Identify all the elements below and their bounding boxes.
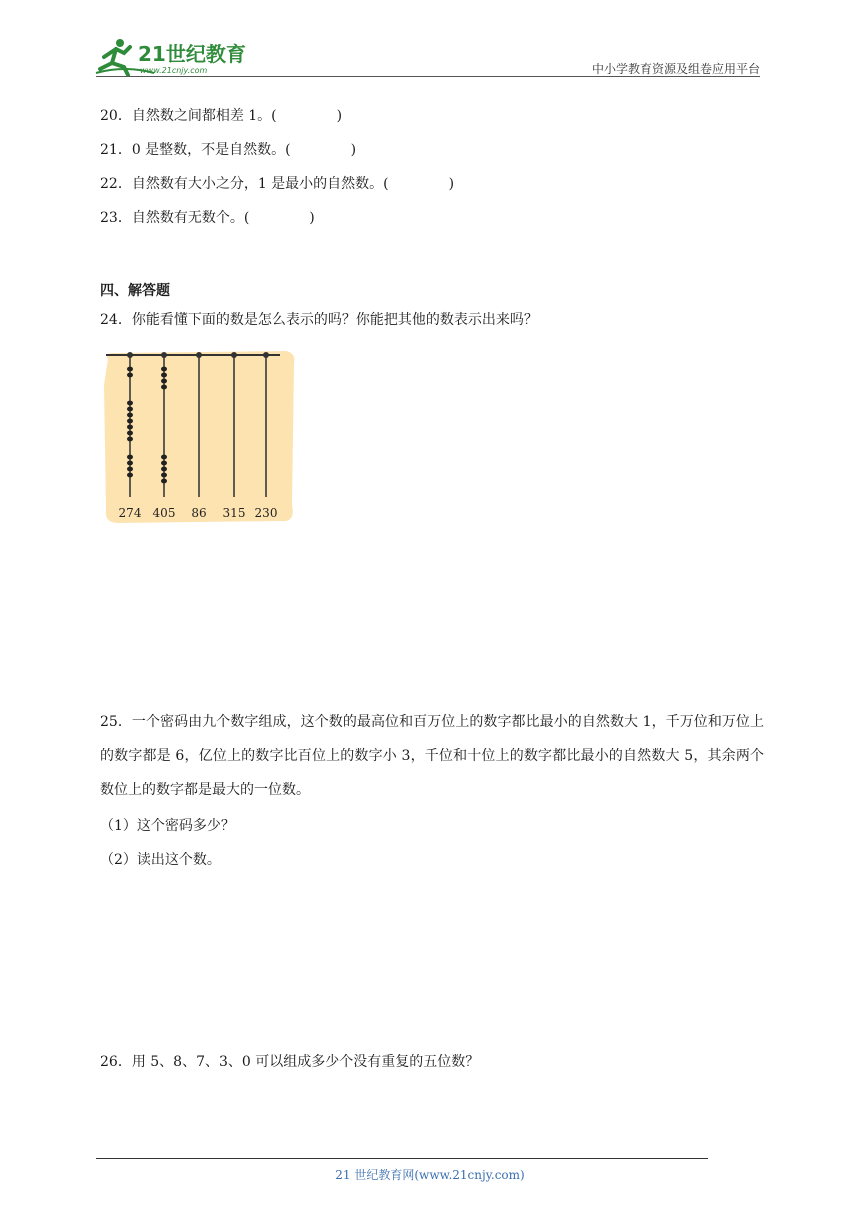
rope-hook-3: [196, 352, 202, 358]
question-24: 24．你能看懂下面的数是怎么表示的吗？你能把其他的数表示出来吗？: [100, 312, 538, 328]
rope-hook-2: [161, 352, 167, 358]
rope-knot: [127, 401, 133, 406]
rope-knot: [127, 437, 133, 442]
rod-label-1: 274: [118, 506, 142, 520]
svg-text:www.21cnjy.com: www.21cnjy.com: [140, 66, 208, 75]
rope-knot: [127, 431, 133, 436]
rope-hook-4: [231, 352, 237, 358]
rope-knot: [127, 461, 133, 466]
question-25-part-2: （2）读出这个数。: [100, 852, 221, 868]
rope-knot: [161, 455, 167, 460]
rod-label-2: 405: [152, 506, 176, 520]
logo: [94, 35, 264, 77]
rope-knot: [161, 473, 167, 478]
question-20: 20．自然数之间都相差 1。( ): [100, 108, 343, 124]
rope-knot: [127, 407, 133, 412]
question-25: 25．一个密码由九个数字组成，这个数的最高位和百万位上的数字都比最小的自然数大 1，千万位和万位上的数字都是 6，亿位上的数字比百位上的数字小 3，千位和十位上的数字都比最小的自然数大 5，其余两个数位上的数字都是最大的一位数。: [100, 714, 764, 798]
rod-label-3: 86: [191, 506, 207, 520]
rope-knot: [127, 467, 133, 472]
question-26: 26．用 5、8、7、3、0 可以组成多少个没有重复的五位数？: [100, 1054, 480, 1070]
rope-knot: [127, 413, 133, 418]
rope-knot: [161, 467, 167, 472]
platform-title: 中小学教育资源及组卷应用平台: [591, 62, 760, 76]
rope-knot: [127, 455, 133, 460]
svg-text:21世纪教育: 21世纪教育: [138, 42, 246, 66]
question-25-part-1: （1）这个密码多少？: [100, 818, 235, 834]
rope-knot: [161, 385, 167, 390]
rod-label-4: 315: [222, 506, 246, 520]
rope-knot: [161, 379, 167, 384]
rope-knot: [127, 367, 133, 372]
rope-knot: [127, 473, 133, 478]
question-22: 22．自然数有大小之分，1 是最小的自然数。( ): [100, 176, 455, 192]
rope-knot: [161, 479, 167, 484]
footer-text: 21 世纪教育网(www.21cnjy.com): [335, 1168, 525, 1182]
section-title: 四、解答题: [100, 283, 170, 299]
rope-knot: [127, 419, 133, 424]
rod-label-5: 230: [254, 506, 278, 520]
rope-knot: [127, 425, 133, 430]
rope-knot: [127, 373, 133, 378]
rope-hook-5: [263, 352, 269, 358]
rope-hook-1: [127, 352, 133, 358]
rope-knot: [161, 373, 167, 378]
header-divider: [96, 76, 760, 77]
rope-knot: [161, 367, 167, 372]
question-23: 23．自然数有无数个。( ): [100, 210, 315, 226]
rope-knot: [161, 461, 167, 466]
knot-rope-figure: [100, 345, 298, 527]
footer-divider: [96, 1158, 708, 1159]
question-21: 21．0 是整数，不是自然数。( ): [100, 142, 357, 158]
